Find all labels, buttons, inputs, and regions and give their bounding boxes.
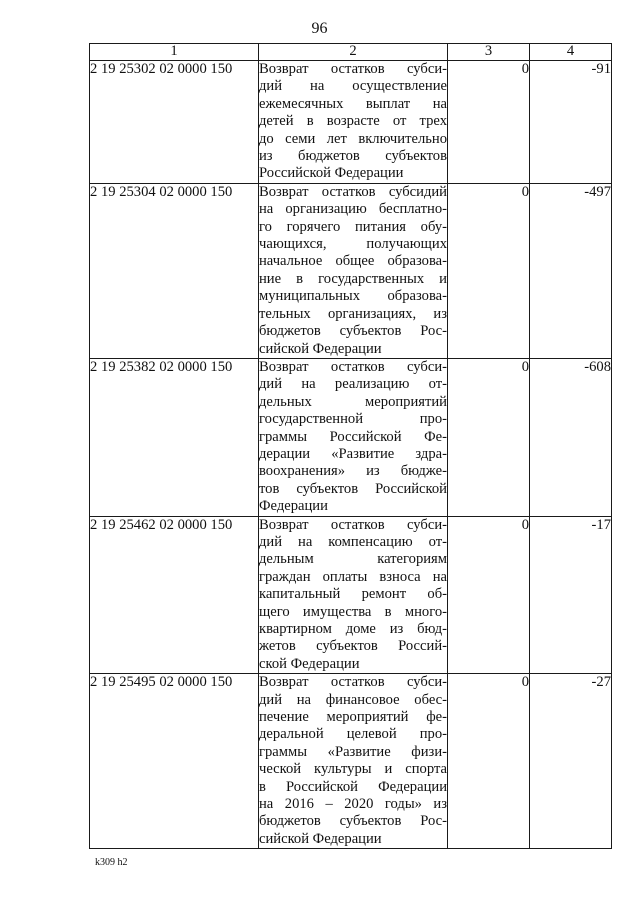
budget-table bbox=[89, 43, 612, 849]
description-line: ежемесячных выплат на bbox=[259, 95, 447, 112]
table-row bbox=[90, 516, 612, 674]
table-row bbox=[90, 358, 612, 516]
row-description bbox=[259, 674, 448, 849]
description-line: дий на компенсацию от- bbox=[259, 533, 447, 550]
description-line: бюджетов субъектов Рос- bbox=[259, 813, 447, 830]
description-line: Возврат остатков субси- bbox=[259, 61, 447, 77]
description-line: сийской Федерации bbox=[259, 830, 382, 847]
description-line: государственной про- bbox=[259, 411, 447, 428]
column-4-value: -497 bbox=[530, 183, 612, 358]
description-line: граммы «Развитие физи- bbox=[259, 743, 447, 760]
row-description bbox=[259, 358, 448, 516]
description-line: квартирном доме из бюд- bbox=[259, 621, 447, 637]
description-line: Возврат остатков субси- bbox=[259, 358, 447, 375]
budget-code: 2 19 25382 02 0000 150 bbox=[90, 358, 259, 516]
table-row bbox=[90, 183, 612, 358]
description-line: муниципальных образова- bbox=[259, 288, 447, 305]
column-3-value: 0 bbox=[448, 358, 530, 516]
row-description bbox=[259, 61, 448, 184]
description-line: начальное общее образова- bbox=[259, 253, 447, 270]
description-line: ние в государственных и bbox=[259, 270, 447, 287]
description-line: дерации «Развитие здра- bbox=[259, 445, 447, 462]
description-line: чающихся, получающих bbox=[259, 236, 447, 253]
column-header-3: 3 bbox=[448, 44, 530, 61]
description-line: дельным категориям bbox=[259, 551, 447, 568]
budget-code: 2 19 25304 02 0000 150 bbox=[90, 183, 259, 358]
description-line: граммы Российской Фе- bbox=[259, 428, 447, 445]
description-line: дий на финансовое обес- bbox=[259, 691, 447, 708]
description-line: Возврат остатков субси- bbox=[259, 674, 447, 691]
budget-code: 2 19 25495 02 0000 150 bbox=[90, 674, 259, 849]
column-4-value: -17 bbox=[530, 516, 612, 674]
row-description bbox=[259, 516, 448, 674]
description-line: в Российской Федерации bbox=[259, 778, 447, 795]
footer-document-code: k309 h2 bbox=[95, 857, 128, 868]
description-line: щего имущества в много- bbox=[259, 603, 447, 620]
description-line: капитальный ремонт об- bbox=[259, 586, 447, 603]
column-3-value: 0 bbox=[448, 516, 530, 674]
description-line: до семи лет включительно bbox=[259, 130, 447, 147]
page-number: 96 bbox=[311, 20, 328, 37]
table-row bbox=[90, 61, 612, 184]
column-header-4: 4 bbox=[530, 44, 612, 61]
description-line: Возврат остатков субси- bbox=[259, 516, 447, 533]
description-line: печение мероприятий фе- bbox=[259, 709, 447, 726]
description-line: из бюджетов субъектов bbox=[259, 148, 447, 165]
description-line: воохранения» из бюдже- bbox=[259, 463, 447, 480]
column-4-value: -91 bbox=[530, 61, 612, 184]
table-row bbox=[90, 674, 612, 849]
column-3-value: 0 bbox=[448, 674, 530, 849]
column-4-value: -27 bbox=[530, 674, 612, 849]
description-line: Федерации bbox=[259, 498, 328, 515]
description-line: тов субъектов Российской bbox=[259, 480, 447, 497]
description-line: дий на осуществление bbox=[259, 78, 447, 95]
description-line: на организацию бесплатно- bbox=[259, 201, 447, 218]
description-line: тельных организациях, из bbox=[259, 305, 447, 322]
description-line: на 2016 – 2020 годы» из bbox=[259, 796, 447, 813]
column-header-1: 1 bbox=[90, 44, 259, 61]
column-3-value: 0 bbox=[448, 183, 530, 358]
description-line: ческой культуры и спорта bbox=[259, 761, 447, 778]
description-line: бюджетов субъектов Рос- bbox=[259, 323, 447, 340]
description-line: Российской Федерации bbox=[259, 165, 404, 182]
description-line: граждан оплаты взноса на bbox=[259, 568, 447, 585]
description-line: ской Федерации bbox=[259, 655, 360, 672]
description-line: детей в возрасте от трех bbox=[259, 113, 447, 130]
budget-code: 2 19 25462 02 0000 150 bbox=[90, 516, 259, 674]
description-line: сийской Федерации bbox=[259, 340, 382, 357]
table-header-row bbox=[90, 44, 612, 61]
description-line: жетов субъектов Россий- bbox=[259, 638, 447, 655]
column-3-value: 0 bbox=[448, 61, 530, 184]
budget-code: 2 19 25302 02 0000 150 bbox=[90, 61, 259, 184]
column-4-value: -608 bbox=[530, 358, 612, 516]
description-line: дельных мероприятий bbox=[259, 393, 447, 410]
column-header-2: 2 bbox=[259, 44, 448, 61]
description-line: деральной целевой про- bbox=[259, 726, 447, 743]
row-description bbox=[259, 183, 448, 358]
description-line: го горячего питания обу- bbox=[259, 218, 447, 235]
description-line: Возврат остатков субсидий bbox=[259, 183, 447, 200]
description-line: дий на реализацию от- bbox=[259, 376, 447, 393]
